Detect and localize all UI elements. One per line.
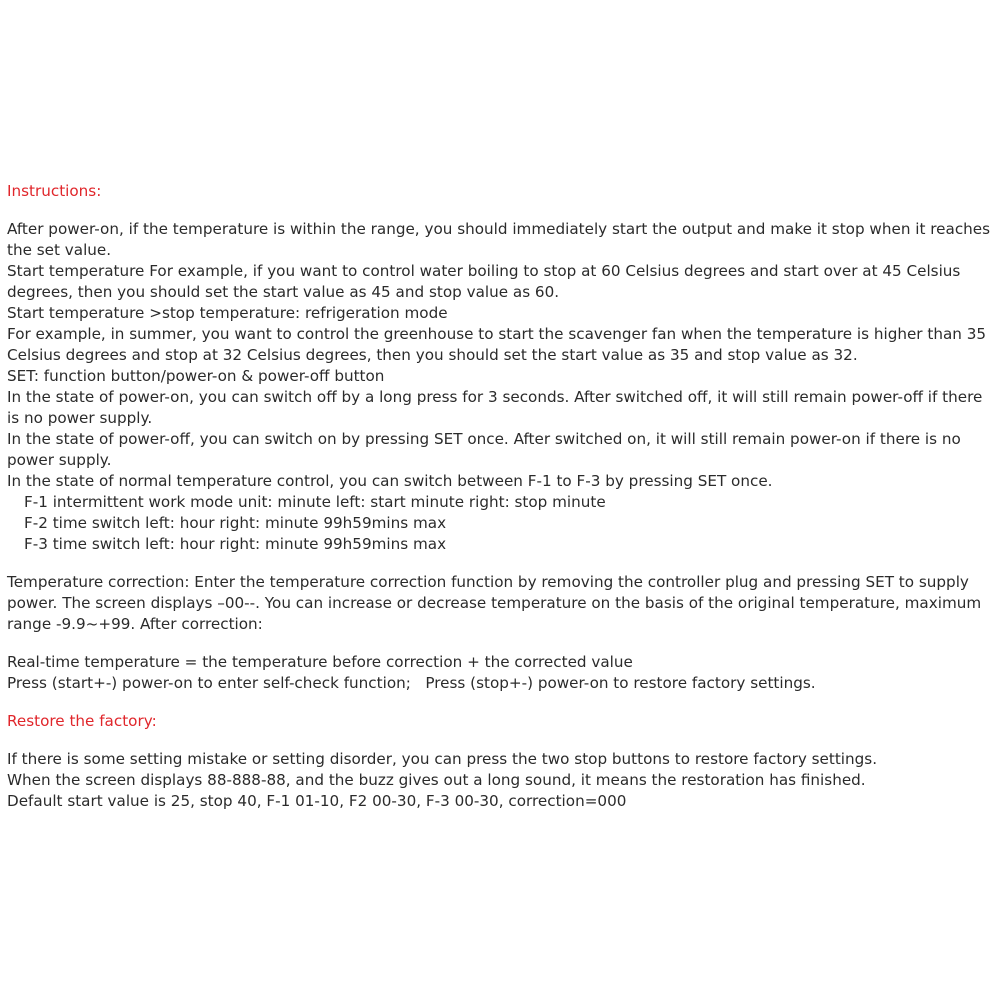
instruction-paragraph: After power-on, if the temperature is within the range, you should immediately start the output and make it stop when it reaches the set value. [7, 220, 991, 259]
instruction-paragraph: Start temperature For example, if you want to control water boiling to stop at 60 Celsius degrees and start over at 45 Celsius degrees, then you should set the start value as 45 and stop value as 60. [7, 262, 961, 301]
restore-line: When the screen displays 88-888-88, and the buzz gives out a long sound, it means the restoration has finished. [7, 771, 866, 789]
instruction-paragraph: Start temperature >stop temperature: refrigeration mode [7, 304, 448, 322]
instruction-paragraph: In the state of power-off, you can switch on by pressing SET once. After switched on, it will still remain power-on if there is no power supply. [7, 430, 961, 469]
mode-line-f3: F-3 time switch left: hour right: minute 99h59mins max [24, 535, 447, 553]
document-content [7, 181, 995, 812]
restore-heading: Restore the factory: [7, 712, 157, 730]
instruction-paragraph: In the state of normal temperature control, you can switch between F-1 to F-3 by pressing SET once. [7, 472, 773, 490]
restore-line: Default start value is 25, stop 40, F-1 01-10, F2 00-30, F-3 00-30, correction=000 [7, 792, 627, 810]
instruction-paragraph: For example, in summer, you want to control the greenhouse to start the scavenger fan when the temperature is higher than 35 Celsius degrees and stop at 32 Celsius degrees, then you should set the start value as 35 and stop value as 32. [7, 325, 987, 364]
selfcheck-line: Press (start+-) power-on to enter self-check function; Press (stop+-) power-on to restore factory settings. [7, 674, 816, 692]
mode-line-f2: F-2 time switch left: hour right: minute 99h59mins max [24, 514, 447, 532]
instruction-paragraph: In the state of power-on, you can switch off by a long press for 3 seconds. After switched off, it will still remain power-off if there is no power supply. [7, 388, 983, 427]
correction-paragraph: Temperature correction: Enter the temperature correction function by removing the controller plug and pressing SET to supply power. The screen displays –00--. You can increase or decrease temperature on the basis of the original temperature, maximum range -9.9~+99. After correction: [7, 573, 982, 633]
instruction-paragraph: SET: function button/power-on & power-off button [7, 367, 385, 385]
instructions-block [7, 219, 995, 555]
restore-line: If there is some setting mistake or setting disorder, you can press the two stop buttons to restore factory settings. [7, 750, 878, 768]
realtime-formula: Real-time temperature = the temperature before correction + the corrected value [7, 653, 633, 671]
instructions-heading: Instructions: [7, 182, 102, 200]
mode-line-f1: F-1 intermittent work mode unit: minute left: start minute right: stop minute [24, 493, 606, 511]
